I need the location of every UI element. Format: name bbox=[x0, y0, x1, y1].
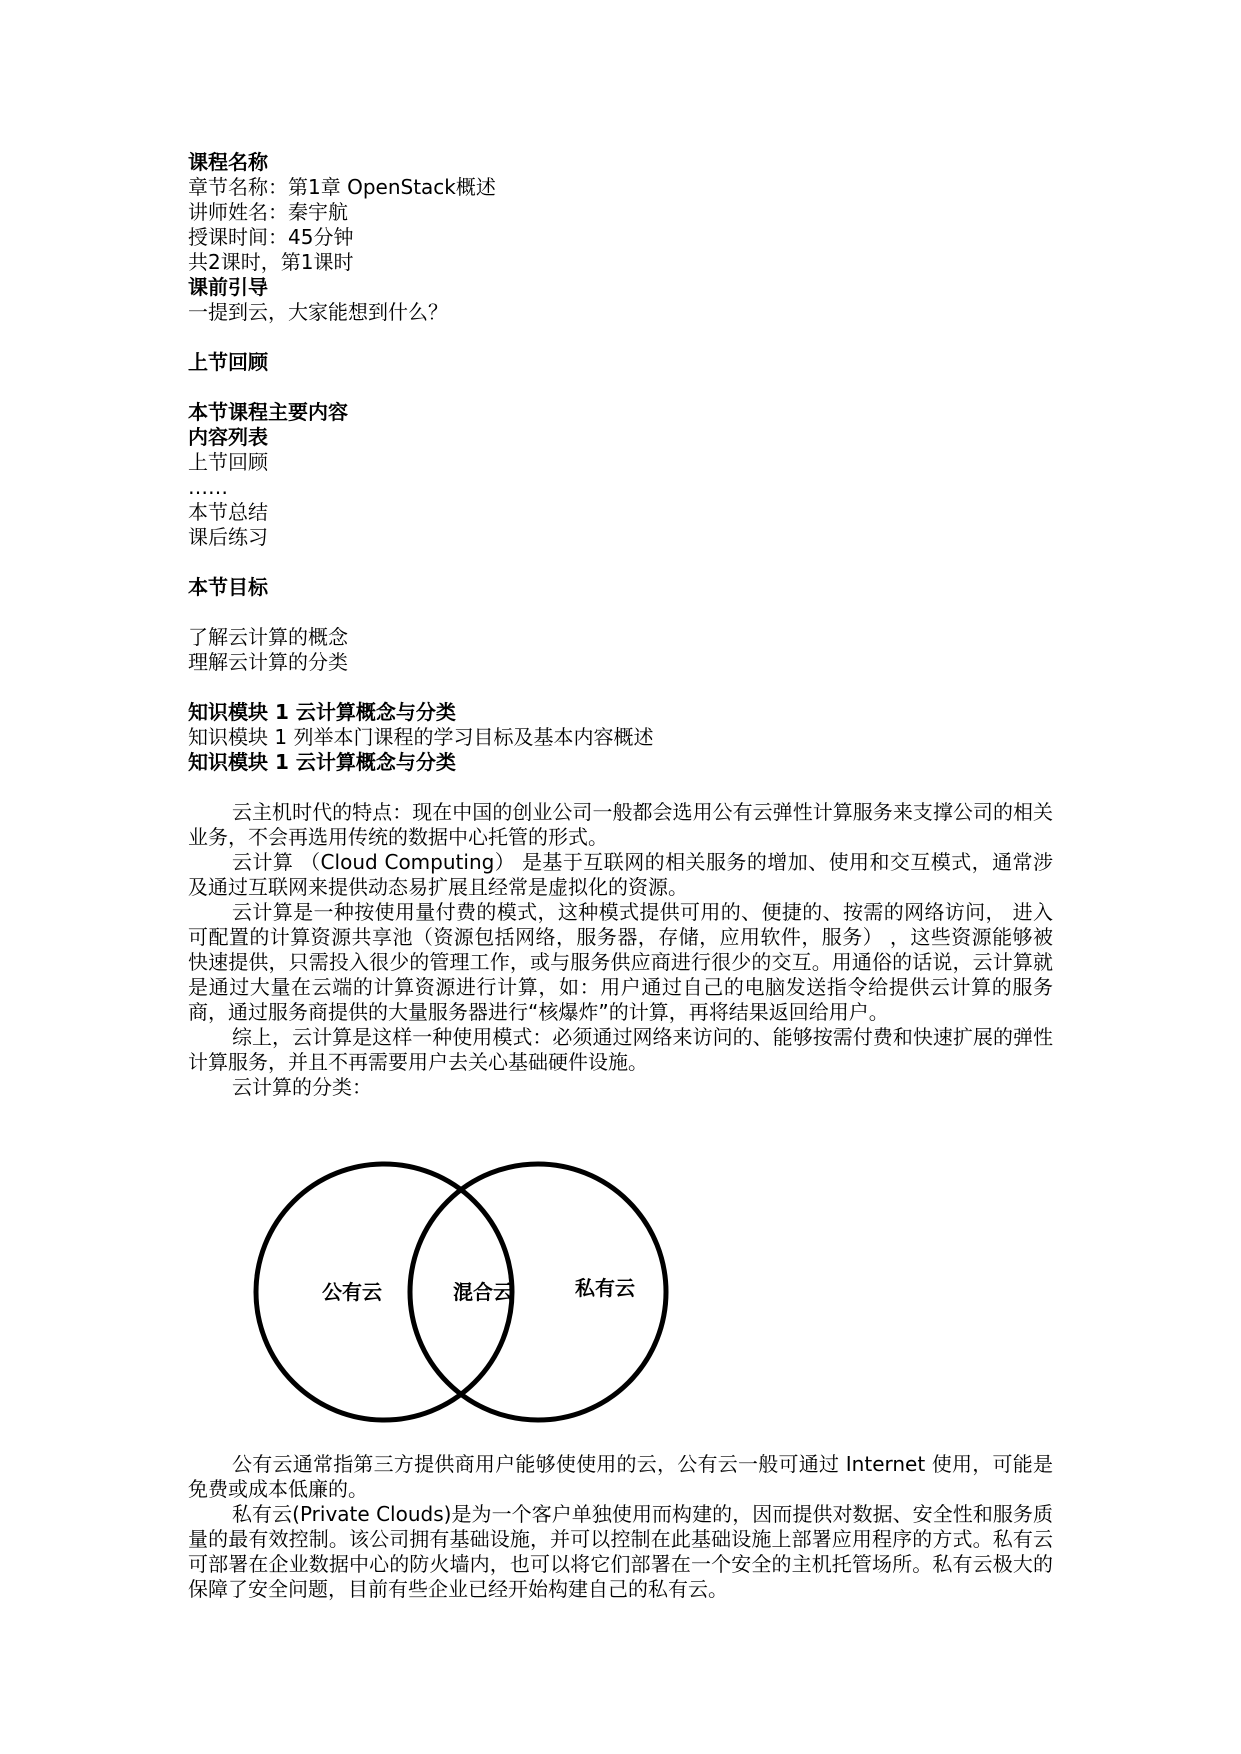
teacher-line: 讲师姓名：秦宇航 bbox=[188, 200, 348, 224]
paragraph: 云计算 （Cloud Computing） 是基于互联网的相关服务的增加、使用和交互模式，通常涉及通过互联网来提供动态易扩展且经常是虚拟化的资源。 bbox=[188, 850, 1053, 899]
session-line: 共2课时，第1课时 bbox=[188, 250, 354, 274]
module-line: 知识模块 1 列举本门课程的学习目标及基本内容概述 bbox=[188, 725, 654, 749]
duration-line: 授课时间：45分钟 bbox=[188, 225, 354, 249]
document-page bbox=[188, 150, 1053, 1100]
content-list-heading: 内容列表 bbox=[188, 425, 268, 449]
paragraph: 云计算是一种按使用量付费的模式，这种模式提供可用的、便捷的、按需的网络访问， 进入可配置的计算资源共享池（资源包括网络，服务器，存储，应用软件，服务） ，这些资源能够被快速提供，只需投入很少的管理工作，或与服务供应商进行很少的交互。用通俗的话说，云计算就是通过大量在云端的计算资源进行计算，如：用户通过自己的电脑发送指令给提供云计算的服务商，通过服务商提供的大量服务器进行“核爆炸”的计算，再将结果返回给用户。 bbox=[188, 900, 1053, 1024]
public-cloud-label: 公有云 bbox=[322, 1280, 382, 1304]
paragraph: 公有云通常指第三方提供商用户能够使使用的云，公有云一般可通过 Internet 使用，可能是免费或成本低廉的。 bbox=[188, 1452, 1053, 1501]
chapter-line: 章节名称：第1章 OpenStack概述 bbox=[188, 175, 496, 199]
document-page-continued bbox=[188, 1452, 1053, 1602]
main-content-heading: 本节课程主要内容 bbox=[188, 400, 348, 424]
module-heading: 知识模块 1 云计算概念与分类 bbox=[188, 700, 456, 724]
objectives-heading: 本节目标 bbox=[188, 575, 268, 599]
objective-item: 理解云计算的分类 bbox=[188, 650, 348, 674]
content-list-item: 课后练习 bbox=[188, 525, 268, 549]
module-heading: 知识模块 1 云计算概念与分类 bbox=[188, 750, 456, 774]
intro-text: 一提到云，大家能想到什么？ bbox=[188, 300, 448, 324]
content-list-item: 上节回顾 bbox=[188, 450, 268, 474]
content-list-item: …… bbox=[188, 475, 228, 499]
venn-diagram bbox=[240, 1145, 700, 1445]
paragraph: 综上，云计算是这样一种使用模式：必须通过网络来访问的、能够按需付费和快速扩展的弹性计算服务，并且不再需要用户去关心基础硬件设施。 bbox=[188, 1025, 1053, 1074]
intro-heading: 课前引导 bbox=[188, 275, 268, 299]
hybrid-cloud-label: 混合云 bbox=[453, 1280, 513, 1304]
paragraph: 云主机时代的特点：现在中国的创业公司一般都会选用公有云弹性计算服务来支撑公司的相关业务，不会再选用传统的数据中心托管的形式。 bbox=[188, 800, 1053, 849]
paragraph: 私有云(Private Clouds)是为一个客户单独使用而构建的，因而提供对数据、安全性和服务质量的最有效控制。该公司拥有基础设施，并可以控制在此基础设施上部署应用程序的方式。私有云可部署在企业数据中心的防火墙内，也可以将它们部署在一个安全的主机托管场所。私有云极大的保障了安全问题，目前有些企业已经开始构建自己的私有云。 bbox=[188, 1502, 1053, 1601]
course-name-heading: 课程名称 bbox=[188, 150, 268, 174]
private-cloud-label: 私有云 bbox=[575, 1276, 635, 1300]
objective-item: 了解云计算的概念 bbox=[188, 625, 348, 649]
review-heading: 上节回顾 bbox=[188, 350, 268, 374]
paragraph: 云计算的分类： bbox=[232, 1075, 372, 1099]
content-list-item: 本节总结 bbox=[188, 500, 268, 524]
